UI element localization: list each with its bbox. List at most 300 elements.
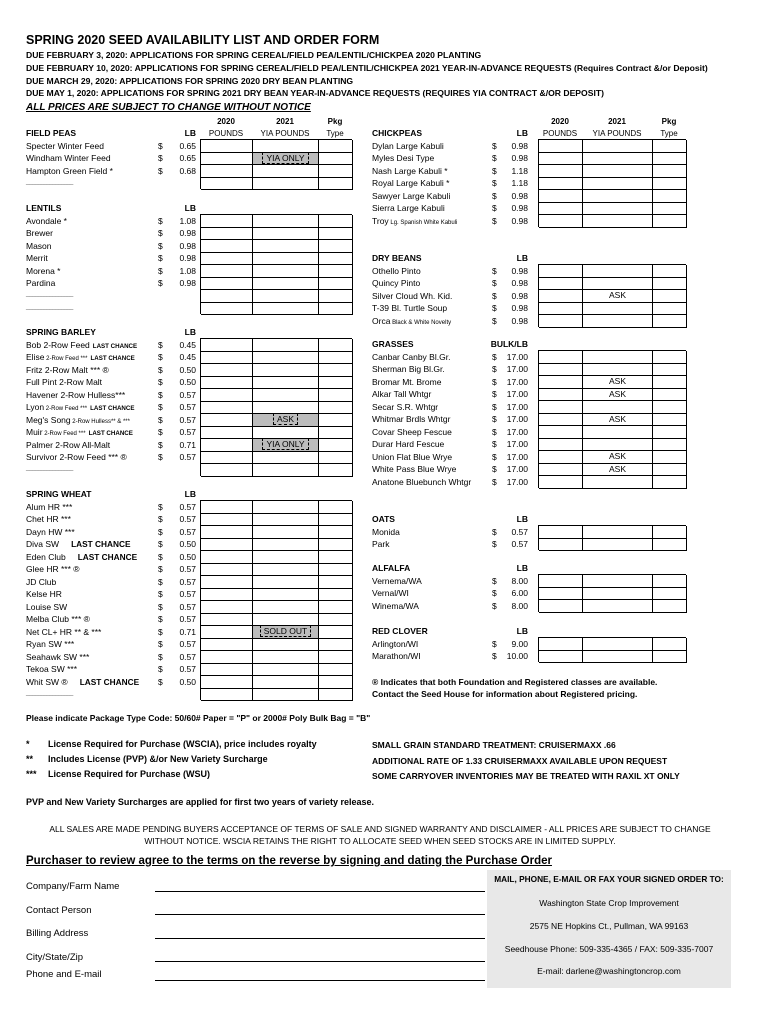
pounds-2020-cell[interactable] — [539, 376, 583, 389]
pkg-type-cell[interactable] — [653, 439, 687, 452]
pkg-type-cell[interactable] — [319, 427, 353, 440]
pkg-type-cell[interactable] — [319, 639, 353, 652]
pounds-2020-cell[interactable] — [539, 315, 583, 328]
variety-label: Eden Club — [26, 551, 66, 562]
yia-pounds-2021-cell[interactable] — [253, 651, 319, 664]
pkg-type-cell[interactable] — [319, 414, 353, 427]
pkg-type-cell[interactable] — [319, 664, 353, 677]
yia-pounds-2021-cell[interactable] — [583, 526, 653, 539]
dollar-sign: $ — [158, 501, 163, 512]
pkg-type-cell[interactable] — [319, 352, 353, 365]
pounds-2020-cell[interactable] — [201, 626, 253, 639]
pounds-2020-cell[interactable] — [201, 614, 253, 627]
mail-order-header: MAIL, PHONE, E-MAIL OR FAX YOUR SIGNED ORDER TO: — [494, 874, 724, 884]
yia-pounds-2021-cell[interactable] — [253, 389, 319, 402]
legend-mark: ** — [26, 754, 34, 764]
product-row — [26, 502, 200, 515]
pounds-2020-cell[interactable] — [201, 576, 253, 589]
pkg-type-cell[interactable] — [319, 614, 353, 627]
field-peas-heading: FIELD PEAS — [26, 128, 77, 138]
pkg-type-cell[interactable] — [319, 290, 353, 303]
pounds-2020-cell[interactable] — [201, 377, 253, 390]
company-farm-field[interactable] — [155, 891, 485, 892]
pkg-type-cell[interactable] — [319, 564, 353, 577]
product-row — [372, 266, 538, 279]
price-value: 0.57 — [179, 526, 196, 537]
variety-name — [26, 241, 52, 251]
pkg-type-cell[interactable] — [653, 178, 687, 191]
pkg-type-cell[interactable] — [653, 575, 687, 588]
pounds-2020-cell[interactable] — [539, 476, 583, 489]
price-value: 17.00 — [506, 464, 528, 474]
yia-pounds-2021-cell[interactable] — [253, 377, 319, 390]
pkg-type-cell[interactable] — [653, 376, 687, 389]
pkg-type-cell[interactable] — [319, 377, 353, 390]
pounds-2020-cell[interactable] — [539, 351, 583, 364]
pkg-type-cell[interactable] — [319, 626, 353, 639]
pounds-2020-cell[interactable] — [201, 364, 253, 377]
pkg-type-cell[interactable] — [653, 315, 687, 328]
yia-pounds-2021-cell[interactable] — [253, 153, 319, 166]
pkg-type-cell[interactable] — [319, 389, 353, 402]
pkg-type-cell[interactable] — [653, 464, 687, 477]
variety-name — [372, 203, 445, 213]
variety-detail: 2-Row Hulless** & *** — [70, 418, 130, 425]
pkg-type-cell[interactable] — [653, 401, 687, 414]
yia-pounds-2021-cell[interactable] — [583, 315, 653, 328]
pounds-2020-cell[interactable] — [539, 464, 583, 477]
price-value: 0.98 — [511, 278, 528, 288]
price-value: 0.57 — [179, 664, 196, 674]
pkg-type-cell[interactable] — [653, 389, 687, 402]
yia-pounds-2021-cell[interactable] — [253, 352, 319, 365]
pounds-2020-cell[interactable] — [539, 526, 583, 539]
yia-pounds-2021-cell[interactable] — [253, 303, 319, 316]
pounds-2020-cell[interactable] — [201, 564, 253, 577]
pounds-2020-cell[interactable] — [201, 228, 253, 241]
price-value: 0.45 — [179, 352, 196, 362]
pkg-type-cell[interactable] — [653, 165, 687, 178]
last-chance-label: LAST CHANCE — [77, 551, 138, 562]
variety-label: Silver Cloud Wh. Kid. — [372, 290, 453, 301]
dollar-sign: $ — [158, 564, 163, 574]
yia-pounds-2021-cell[interactable] — [583, 476, 653, 489]
pkg-type-cell[interactable] — [653, 638, 687, 651]
header-2021-right: 2021 — [608, 117, 626, 126]
pounds-2020-cell[interactable] — [201, 339, 253, 352]
yia-pounds-2021-cell[interactable] — [583, 215, 653, 228]
yia-pounds-2021-cell[interactable] — [253, 278, 319, 291]
yia-pounds-2021-cell[interactable] — [253, 689, 319, 702]
variety-label: Full Pint 2-Row Malt — [26, 377, 103, 387]
pounds-2020-cell[interactable] — [539, 600, 583, 613]
yia-pounds-2021-cell[interactable] — [583, 401, 653, 414]
pkg-type-cell[interactable] — [319, 303, 353, 316]
yia-pounds-2021-cell[interactable] — [253, 514, 319, 527]
pkg-type-cell[interactable] — [653, 651, 687, 664]
yia-pounds-2021-cell[interactable] — [253, 439, 319, 452]
yia-pounds-2021-cell[interactable] — [583, 140, 653, 153]
pounds-2020-cell[interactable] — [539, 426, 583, 439]
pounds-2020-cell[interactable] — [539, 278, 583, 291]
yia-pounds-2021-cell[interactable] — [253, 452, 319, 465]
last-chance-label: LAST CHANCE — [90, 355, 135, 362]
price-value: 0.57 — [179, 501, 196, 512]
pounds-2020-cell[interactable] — [201, 265, 253, 278]
price-value: 0.98 — [511, 140, 528, 151]
pounds-2020-cell[interactable] — [201, 452, 253, 465]
pkg-type-cell[interactable] — [653, 451, 687, 464]
pounds-2020-cell[interactable] — [539, 265, 583, 278]
pounds-2020-cell[interactable] — [201, 514, 253, 527]
pounds-2020-cell[interactable] — [539, 203, 583, 216]
pkg-type-cell[interactable] — [319, 178, 353, 191]
yia-pounds-2021-cell[interactable] — [583, 278, 653, 291]
pounds-2020-cell[interactable] — [539, 638, 583, 651]
pounds-2020-cell[interactable] — [201, 178, 253, 191]
pkg-type-cell[interactable] — [319, 240, 353, 253]
oats-order-grid — [538, 525, 686, 550]
pkg-type-cell[interactable] — [319, 501, 353, 514]
pkg-type-cell[interactable] — [319, 651, 353, 664]
pkg-type-cell[interactable] — [653, 426, 687, 439]
header-2021-left: 2021 — [276, 117, 294, 126]
pkg-type-cell[interactable] — [653, 303, 687, 316]
pounds-2020-cell[interactable] — [539, 215, 583, 228]
pounds-2020-cell[interactable] — [201, 551, 253, 564]
pounds-2020-cell[interactable] — [539, 290, 583, 303]
pkg-type-cell[interactable] — [319, 689, 353, 702]
dollar-sign: $ — [158, 589, 163, 599]
pkg-type-cell[interactable] — [319, 278, 353, 291]
yia-pounds-2021-cell[interactable] — [253, 290, 319, 303]
pounds-2020-cell[interactable] — [201, 140, 253, 153]
pkg-type-cell[interactable] — [319, 153, 353, 166]
variety-label: Fritz 2-Row Malt *** ® — [26, 364, 109, 375]
yia-pounds-2021-cell[interactable] — [583, 203, 653, 216]
pounds-2020-cell[interactable] — [201, 464, 253, 477]
yia-pounds-2021-cell[interactable] — [253, 626, 319, 639]
pounds-2020-cell[interactable] — [201, 501, 253, 514]
product-row — [372, 464, 538, 477]
yia-pounds-2021-cell[interactable] — [253, 664, 319, 677]
product-row — [372, 364, 538, 377]
pounds-2020-cell[interactable] — [201, 402, 253, 415]
pkg-type-cell[interactable] — [653, 600, 687, 613]
yia-pounds-2021-cell[interactable] — [253, 564, 319, 577]
variety-name — [372, 601, 419, 611]
yia-pounds-2021-cell[interactable] — [253, 265, 319, 278]
pounds-2020-cell[interactable] — [201, 253, 253, 266]
yia-pounds-2021-cell[interactable] — [253, 339, 319, 352]
variety-name — [372, 377, 441, 387]
variety-name — [372, 291, 452, 301]
yia-pounds-2021-cell[interactable] — [253, 589, 319, 602]
spring-barley-heading: SPRING BARLEY — [26, 327, 96, 337]
variety-name — [372, 464, 456, 474]
yia-pounds-2021-cell[interactable] — [583, 303, 653, 316]
pounds-2020-cell[interactable] — [201, 526, 253, 539]
variety-label: Covar Sheep Fescue — [372, 426, 452, 437]
product-row — [372, 588, 538, 601]
variety-detail: 2-Row Feed *** — [42, 431, 86, 437]
pounds-2020-cell[interactable] — [201, 427, 253, 440]
treatment-additional: ADDITIONAL RATE OF 1.33 CRUISERMAXX AVAILABLE UPON REQUEST — [372, 756, 668, 766]
pkg-type-cell[interactable] — [653, 203, 687, 216]
product-row — [26, 253, 200, 266]
pkg-type-cell[interactable] — [319, 439, 353, 452]
yia-pounds-2021-cell[interactable] — [253, 178, 319, 191]
dollar-sign: $ — [158, 364, 163, 375]
dollar-sign: $ — [158, 265, 163, 276]
pounds-2020-cell[interactable] — [539, 165, 583, 178]
yia-pounds-2021-cell[interactable] — [583, 165, 653, 178]
pounds-2020-cell[interactable] — [539, 303, 583, 316]
variety-label: Diva SW — [26, 539, 60, 549]
billing-address-field[interactable] — [155, 938, 485, 939]
yia-pounds-2021-cell[interactable] — [583, 426, 653, 439]
pounds-2020-cell[interactable] — [201, 689, 253, 702]
yia-pounds-2021-cell[interactable] — [583, 178, 653, 191]
pounds-2020-cell[interactable] — [539, 178, 583, 191]
red-clover-unit: LB — [516, 626, 528, 636]
variety-label: Royal Large Kabuli * — [372, 178, 450, 188]
yia-pounds-2021-cell[interactable] — [583, 414, 653, 427]
yia-pounds-2021-cell[interactable] — [583, 364, 653, 377]
pkg-type-cell[interactable] — [319, 339, 353, 352]
pkg-type-cell[interactable] — [319, 228, 353, 241]
pkg-type-cell[interactable] — [653, 153, 687, 166]
yia-pounds-2021-cell[interactable] — [583, 265, 653, 278]
mail-email[interactable]: E-mail: darlene@washingtoncrop.com — [537, 966, 681, 976]
pkg-type-cell[interactable] — [319, 526, 353, 539]
product-row — [26, 527, 200, 540]
pkg-type-cell[interactable] — [319, 215, 353, 228]
pounds-2020-cell[interactable] — [201, 639, 253, 652]
yia-pounds-2021-cell[interactable] — [583, 451, 653, 464]
pounds-2020-cell[interactable] — [201, 215, 253, 228]
price-value: 17.00 — [506, 451, 528, 462]
product-row — [372, 402, 538, 415]
pounds-2020-cell[interactable] — [201, 352, 253, 365]
pounds-2020-cell[interactable] — [539, 190, 583, 203]
pounds-2020-cell[interactable] — [201, 439, 253, 452]
pkg-type-cell[interactable] — [653, 190, 687, 203]
pkg-type-cell[interactable] — [653, 414, 687, 427]
variety-label: Lyon — [26, 402, 45, 412]
price-value: 0.50 — [179, 551, 196, 562]
variety-label: Survivor 2-Row Feed *** ® — [26, 452, 127, 462]
yia-pounds-2021-cell[interactable] — [253, 576, 319, 589]
pounds-2020-cell[interactable] — [539, 364, 583, 377]
header-pounds-left: POUNDS — [208, 129, 244, 138]
yia-pounds-2021-cell[interactable] — [583, 389, 653, 402]
variety-label: Troy — [372, 215, 389, 226]
pkg-type-cell[interactable] — [653, 588, 687, 601]
yia-pounds-2021-cell[interactable] — [583, 539, 653, 552]
pkg-type-cell[interactable] — [319, 551, 353, 564]
availability-tag: ASK — [608, 451, 626, 461]
legend-mark: * — [26, 739, 30, 749]
pkg-type-cell[interactable] — [653, 476, 687, 489]
yia-pounds-2021-cell[interactable] — [583, 190, 653, 203]
price-value: 0.50 — [179, 377, 196, 387]
yia-pounds-2021-cell[interactable] — [253, 364, 319, 377]
yia-pounds-2021-cell[interactable] — [583, 638, 653, 651]
yia-pounds-2021-cell[interactable] — [253, 215, 319, 228]
pounds-2020-cell[interactable] — [539, 153, 583, 166]
variety-name — [26, 602, 67, 612]
yia-pounds-2021-cell[interactable] — [253, 539, 319, 552]
yia-pounds-2021-cell[interactable] — [583, 376, 653, 389]
field-peas-unit: LB — [184, 128, 196, 138]
product-row — [26, 352, 200, 365]
pounds-2020-cell[interactable] — [201, 676, 253, 689]
yia-pounds-2021-cell[interactable] — [253, 501, 319, 514]
pkg-type-cell[interactable] — [319, 364, 353, 377]
pkg-type-cell[interactable] — [653, 351, 687, 364]
yia-pounds-2021-cell[interactable] — [253, 676, 319, 689]
pkg-type-cell[interactable] — [319, 601, 353, 614]
yia-pounds-2021-cell[interactable] — [253, 601, 319, 614]
pounds-2020-cell[interactable] — [539, 651, 583, 664]
pkg-type-cell[interactable] — [653, 278, 687, 291]
pounds-2020-cell[interactable] — [201, 414, 253, 427]
variety-label: Sawyer Large Kabuli — [372, 190, 451, 201]
variety-label: Dylan Large Kabuli — [372, 140, 444, 151]
yia-pounds-2021-cell[interactable] — [583, 651, 653, 664]
variety-label: Union Flat Blue Wrye — [372, 451, 453, 462]
pkg-type-cell[interactable] — [653, 215, 687, 228]
terms-line-1: ALL SALES ARE MADE PENDING BUYERS ACCEPTANCE OF TERMS OF SALE AND SIGNED WARRANTY AND DISCLAIMER - ALL PRICES ARE SUBJECT TO CHANGE — [49, 824, 711, 834]
contact-person-field[interactable] — [155, 914, 485, 915]
pounds-2020-cell[interactable] — [539, 575, 583, 588]
pkg-type-cell[interactable] — [653, 290, 687, 303]
yia-pounds-2021-cell[interactable] — [583, 464, 653, 477]
variety-name — [372, 278, 420, 288]
pounds-2020-cell[interactable] — [539, 439, 583, 452]
pkg-type-cell[interactable] — [319, 589, 353, 602]
city-state-zip-field[interactable] — [155, 961, 485, 962]
pkg-type-cell[interactable] — [319, 676, 353, 689]
product-row — [26, 365, 200, 378]
dry-beans-order-grid — [538, 264, 686, 327]
pounds-2020-cell[interactable] — [201, 651, 253, 664]
pkg-type-cell[interactable] — [319, 140, 353, 153]
yia-pounds-2021-cell[interactable] — [253, 639, 319, 652]
pkg-type-cell[interactable] — [319, 265, 353, 278]
product-row — [26, 153, 200, 166]
pounds-2020-cell[interactable] — [201, 240, 253, 253]
yia-pounds-2021-cell[interactable] — [253, 414, 319, 427]
yia-pounds-2021-cell[interactable] — [253, 526, 319, 539]
pkg-type-cell[interactable] — [653, 526, 687, 539]
pkg-type-cell[interactable] — [319, 165, 353, 178]
product-row — [372, 477, 538, 490]
variety-label: Seahawk SW *** — [26, 651, 90, 662]
variety-name — [26, 141, 104, 151]
price-value: 0.50 — [179, 539, 196, 549]
pounds-2020-cell[interactable] — [201, 664, 253, 677]
separator-line: ________________ — [26, 464, 73, 471]
product-row — [372, 203, 538, 216]
dollar-sign: $ — [158, 352, 163, 362]
variety-label: Secar S.R. Whtgr — [372, 401, 439, 412]
pounds-2020-cell[interactable] — [201, 153, 253, 166]
pounds-2020-cell[interactable] — [201, 389, 253, 402]
pkg-type-cell[interactable] — [653, 265, 687, 278]
dollar-sign: $ — [158, 452, 163, 462]
pounds-2020-cell[interactable] — [539, 140, 583, 153]
yia-pounds-2021-cell[interactable] — [253, 253, 319, 266]
oats-unit: LB — [516, 514, 528, 524]
yia-pounds-2021-cell[interactable] — [253, 240, 319, 253]
company-farm-label: Company/Farm Name — [26, 881, 120, 892]
yia-pounds-2021-cell[interactable] — [253, 464, 319, 477]
pounds-2020-cell[interactable] — [539, 414, 583, 427]
pounds-2020-cell[interactable] — [539, 389, 583, 402]
pkg-type-cell[interactable] — [653, 140, 687, 153]
pkg-type-cell[interactable] — [319, 452, 353, 465]
yia-pounds-2021-cell[interactable] — [253, 165, 319, 178]
legend-text: Includes License (PVP) &/or New Variety Surcharge — [48, 754, 268, 764]
pounds-2020-cell[interactable] — [201, 290, 253, 303]
pounds-2020-cell[interactable] — [539, 451, 583, 464]
dollar-sign: $ — [492, 278, 497, 288]
variety-label: Durar Hard Fescue — [372, 439, 445, 449]
variety-label: Quincy Pinto — [372, 278, 421, 288]
price-value: 0.71 — [179, 439, 196, 450]
pounds-2020-cell[interactable] — [201, 539, 253, 552]
price-value: 0.98 — [179, 278, 196, 288]
pounds-2020-cell[interactable] — [539, 539, 583, 552]
pounds-2020-cell[interactable] — [539, 588, 583, 601]
yia-pounds-2021-cell[interactable] — [583, 575, 653, 588]
yia-pounds-2021-cell[interactable] — [583, 439, 653, 452]
pkg-type-cell[interactable] — [319, 576, 353, 589]
dollar-sign: $ — [158, 651, 163, 662]
pounds-2020-cell[interactable] — [201, 303, 253, 316]
product-row — [372, 291, 538, 304]
pounds-2020-cell[interactable] — [201, 278, 253, 291]
header-pkg-left: Pkg — [327, 117, 343, 126]
pounds-2020-cell[interactable] — [539, 401, 583, 414]
pounds-2020-cell[interactable] — [201, 601, 253, 614]
pounds-2020-cell[interactable] — [201, 165, 253, 178]
yia-pounds-2021-cell[interactable] — [253, 140, 319, 153]
pkg-type-cell[interactable] — [319, 464, 353, 477]
yia-pounds-2021-cell[interactable] — [583, 588, 653, 601]
yia-pounds-2021-cell[interactable] — [583, 600, 653, 613]
phone-email-field[interactable] — [155, 980, 485, 981]
pkg-type-cell[interactable] — [319, 539, 353, 552]
yia-pounds-2021-cell[interactable] — [583, 153, 653, 166]
pounds-2020-cell[interactable] — [201, 589, 253, 602]
product-row — [26, 228, 200, 241]
yia-pounds-2021-cell[interactable] — [583, 351, 653, 364]
yia-pounds-2021-cell[interactable] — [253, 551, 319, 564]
variety-label: Chet HR *** — [26, 514, 71, 524]
pkg-type-cell[interactable] — [653, 364, 687, 377]
pkg-type-cell[interactable] — [319, 253, 353, 266]
variety-label: Meg's Song — [26, 414, 71, 425]
pkg-type-cell[interactable] — [319, 514, 353, 527]
availability-tag: ASK — [608, 290, 626, 300]
pkg-type-cell[interactable] — [653, 539, 687, 552]
pkg-type-cell[interactable] — [319, 402, 353, 415]
yia-pounds-2021-cell[interactable] — [253, 228, 319, 241]
yia-pounds-2021-cell[interactable] — [583, 290, 653, 303]
